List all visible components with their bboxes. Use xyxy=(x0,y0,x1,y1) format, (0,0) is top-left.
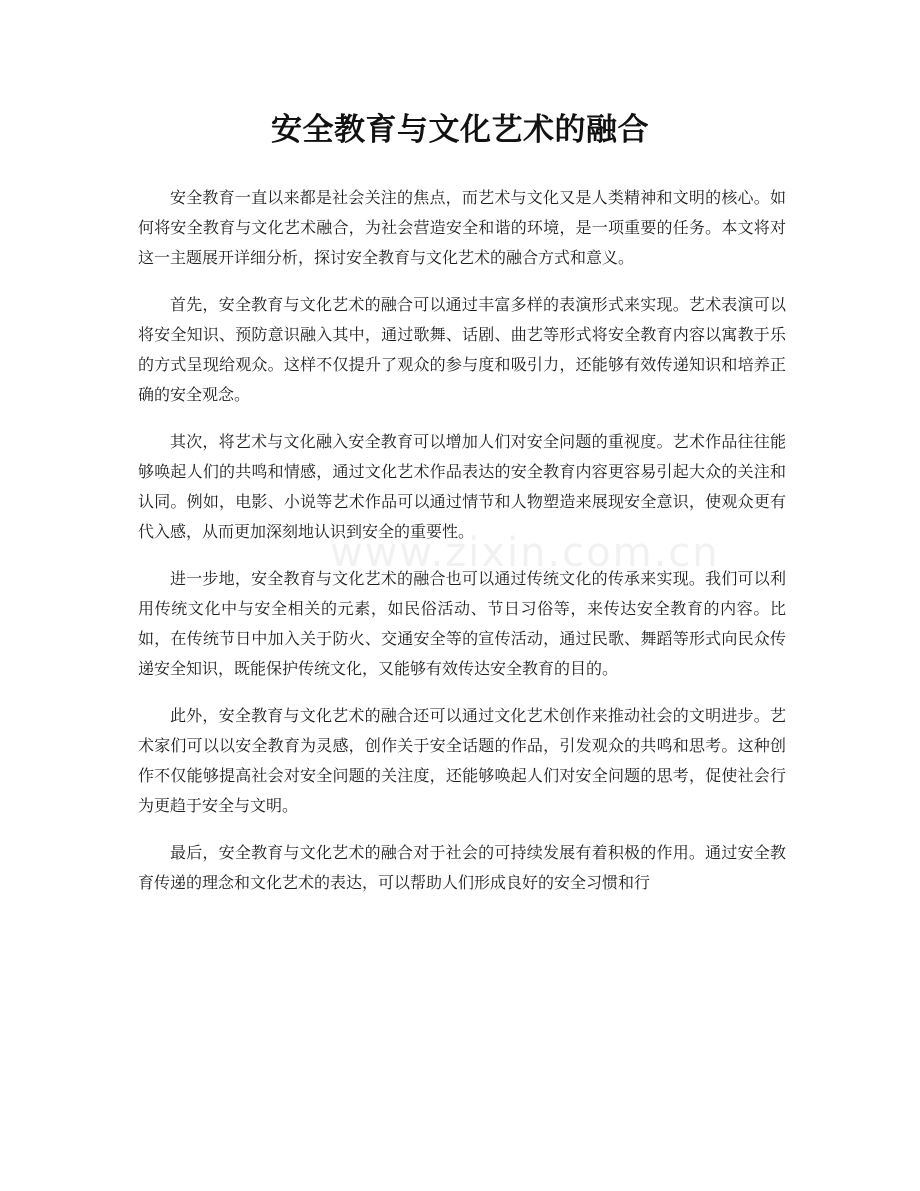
paragraph-last: 最后，安全教育与文化艺术的融合对于社会的可持续发展有着积极的作用。通过安全教育传递的理念和文化艺术的表达，可以帮助人们形成良好的安全习惯和行 xyxy=(138,843,786,892)
paragraph-intro: 安全教育一直以来都是社会关注的焦点，而艺术与文化又是人类精神和文明的核心。如何将安全教育与文化艺术融合，为社会营造安全和谐的环境，是一项重要的任务。本文将对这一主题展开详细分析，探讨安全教育与文化艺术的融合方式和意义。 xyxy=(138,188,786,267)
paragraph-third: 进一步地，安全教育与文化艺术的融合也可以通过传统文化的传承来实现。我们可以利用传统文化中与安全相关的元素，如民俗活动、节日习俗等，来传达安全教育的内容。比如，在传统节日中加入关于防火、交通安全等的宣传活动，通过民歌、舞蹈等形式向民众传递安全知识，既能保护传统文化，又能够有效传达安全教育的目的。 xyxy=(138,569,786,678)
watermark: www.zixin.com.cn xyxy=(330,530,720,576)
paragraph-fourth: 此外，安全教育与文化艺术的融合还可以通过文化艺术创作来推动社会的文明进步。艺术家们可以以安全教育为灵感，创作关于安全话题的作品，引发观众的共鸣和思考。这种创作不仅能够提高社会对安全问题的关注度，还能够唤起人们对安全问题的思考，促使社会行为更趋于安全与文明。 xyxy=(138,706,786,815)
paragraph-second: 其次，将艺术与文化融入安全教育可以增加人们对安全问题的重视度。艺术作品往往能够唤起人们的共鸣和情感，通过文化艺术作品表达的安全教育内容更容易引起大众的关注和认同。例如，电影、小说等艺术作品可以通过情节和人物塑造来展现安全意识，使观众更有代入感，从而更加深刻地认识到安全的重要性。 xyxy=(138,432,786,541)
document-title: 安全教育与文化艺术的融合 xyxy=(271,112,649,148)
document-body xyxy=(138,183,786,915)
paragraph-first: 首先，安全教育与文化艺术的融合可以通过丰富多样的表演形式来实现。艺术表演可以将安全知识、预防意识融入其中，通过歌舞、话剧、曲艺等形式将安全教育内容以寓教于乐的方式呈现给观众。这样不仅提升了观众的参与度和吸引力，还能够有效传递知识和培养正确的安全观念。 xyxy=(138,295,786,404)
